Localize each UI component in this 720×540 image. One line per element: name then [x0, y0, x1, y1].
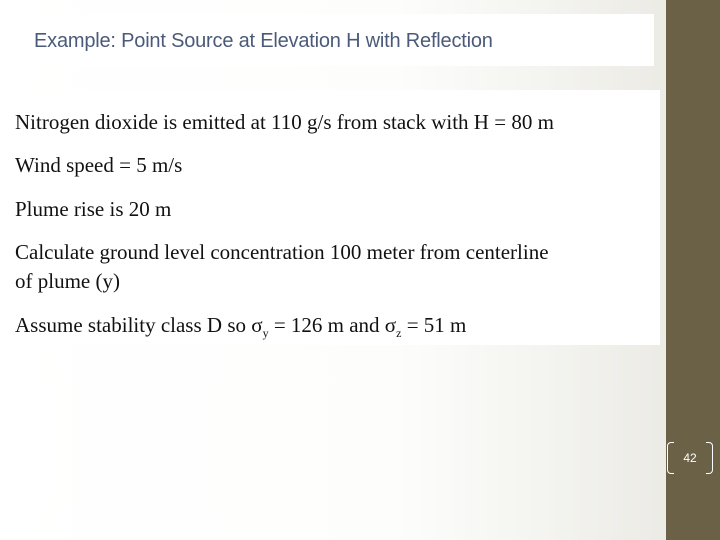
content-line-calculate-cont: of plume (y) [15, 269, 120, 293]
content-box [0, 90, 660, 345]
stability-prefix: Assume stability class D so σ [15, 313, 263, 337]
content-line-plume-rise: Plume rise is 20 m [15, 197, 172, 221]
slide-title: Example: Point Source at Elevation H with Reflection [34, 30, 493, 52]
content-line-stability [15, 314, 466, 345]
title-box [22, 14, 654, 66]
page-number-badge [666, 440, 714, 478]
sigma-z-subscript: z [396, 326, 402, 340]
content-line-wind-speed: Wind speed = 5 m/s [15, 153, 183, 177]
sigma-y-subscript: y [262, 326, 269, 340]
stability-mid: = 126 m and σ [268, 313, 397, 337]
stability-suffix: = 51 m [401, 313, 467, 337]
content-line-calculate: Calculate ground level concentration 100 meter from centerline [15, 240, 549, 264]
page-number: 42 [683, 451, 697, 465]
content-line-emission: Nitrogen dioxide is emitted at 110 g/s from stack with H = 80 m [15, 110, 554, 134]
